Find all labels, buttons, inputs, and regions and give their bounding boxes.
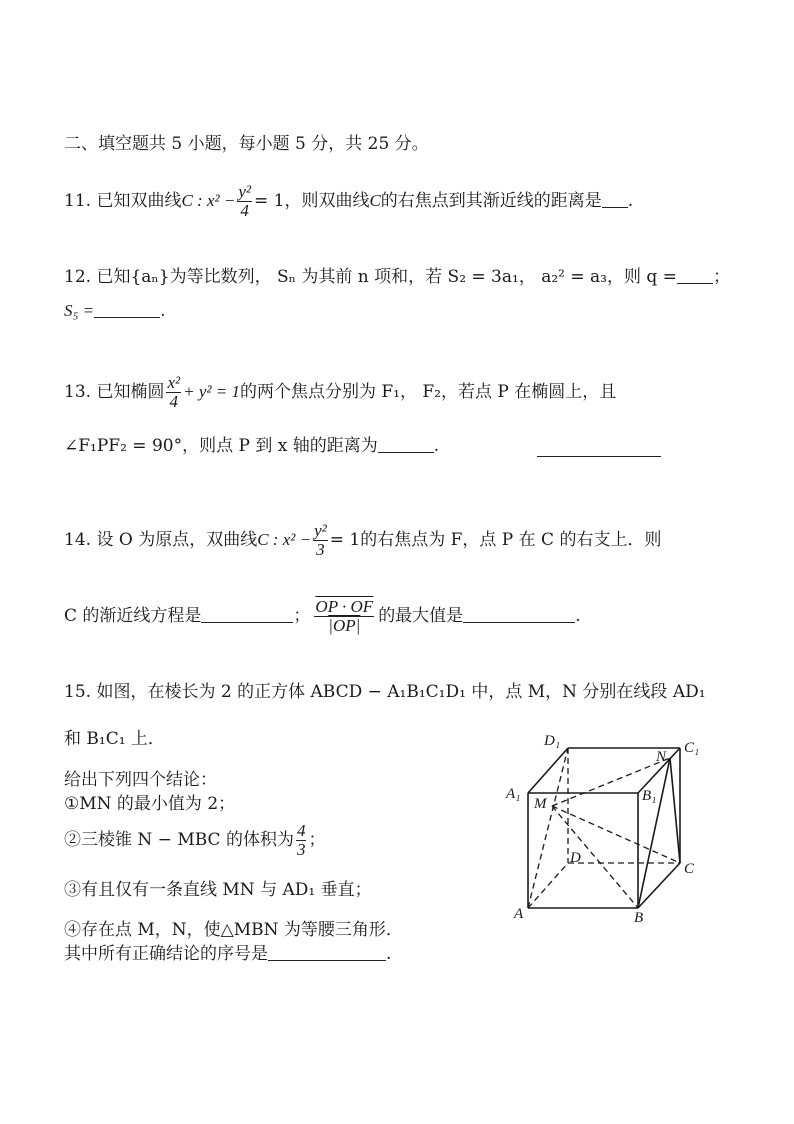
stray-underline — [537, 456, 661, 457]
q15-c2-num: 4 — [296, 821, 306, 840]
segment-n-b — [638, 758, 670, 908]
question-12-line2 — [64, 302, 166, 320]
segment-a-d1 — [528, 748, 568, 908]
q15-conclusion-1: ①MN 的最小值为 2； — [64, 794, 236, 814]
q11-post2: 的右焦点到其渐近线的距离是 — [380, 190, 602, 211]
q15-c2-den: 3 — [296, 839, 306, 859]
q13-end2: . — [433, 436, 440, 456]
question-13 — [64, 374, 616, 411]
q13-eq: + y² = 1 — [183, 381, 240, 401]
label-a: A — [514, 906, 524, 922]
q14-line2-pre: C 的渐近线方程是 — [64, 605, 202, 626]
label-b: B — [634, 910, 644, 923]
q15-conclusion-3: ③有且仅有一条直线 MN 与 AD₁ 垂直； — [64, 880, 372, 900]
q12-number: 12. — [64, 267, 92, 287]
q14-eq: = 1 — [329, 529, 361, 550]
q12-s5-answer-blank[interactable] — [94, 316, 160, 318]
q15-final-text: 其中所有正确结论的序号是 — [64, 944, 268, 964]
q14-semi: ； — [293, 605, 311, 626]
q11-eq: = 1 — [253, 190, 285, 211]
q15-final — [64, 946, 391, 963]
q13-line2: ∠F₁PF₂ = 90°，则点 P 到 x 轴的距离为 — [64, 436, 378, 456]
q14-asymptote-answer-blank[interactable] — [201, 621, 293, 623]
q11-c: C — [369, 190, 381, 210]
q11-end: . — [627, 190, 634, 211]
cube-figure — [500, 728, 710, 923]
q15-c2-end: ； — [308, 829, 326, 850]
q12-s5: S₅ = — [64, 301, 95, 320]
q15-line3: 给出下列四个结论： — [64, 770, 217, 790]
label-n: N — [656, 749, 667, 765]
q12-line1: 已知{aₙ}为等比数列， Sₙ 为其前 n 项和，若 S₂ = 3a₁， a₂² = a₃，则 q = — [96, 267, 677, 287]
q12-q-answer-blank[interactable] — [677, 282, 713, 284]
q15-number: 15. — [64, 682, 92, 702]
q13-pre: 已知椭圆 — [96, 381, 165, 402]
label-c: C — [684, 861, 695, 877]
segment-n-c — [670, 758, 680, 863]
q14-vec-den: |OP| — [328, 615, 361, 635]
q11-fraction — [237, 183, 252, 220]
question-12 — [64, 269, 730, 286]
q14-post: 的右焦点为 F，点 P 在 C 的右支上．则 — [360, 529, 662, 550]
q14-end2: . — [575, 605, 581, 626]
label-a1: A₁ — [506, 786, 521, 802]
question-15 — [64, 684, 706, 701]
question-14 — [64, 522, 661, 559]
q15-c2-fraction — [296, 822, 307, 859]
q11-post: ，则双曲线 — [284, 190, 370, 211]
q15-final-end: . — [386, 944, 392, 964]
q13-post: 的两个焦点分别为 F₁， F₂，若点 P 在椭圆上，且 — [239, 381, 617, 402]
question-11 — [64, 183, 633, 220]
label-d: D — [570, 850, 581, 866]
q13-fraction — [166, 374, 181, 411]
q14-frac-num: y² — [314, 521, 327, 540]
q13-frac-num: x² — [167, 373, 181, 392]
section-header: 二、填空题共 5 小题，每小题 5 分，共 25 分。 — [64, 134, 429, 154]
q15-conclusion-2 — [64, 822, 325, 859]
q13-frac-den: 4 — [169, 391, 179, 411]
q14-fraction — [313, 522, 328, 559]
q14-vector-fraction — [314, 598, 374, 635]
q14-frac-den: 3 — [316, 539, 325, 559]
q14-pre: 设 O 为原点，双曲线 — [96, 529, 258, 550]
q15-line2: 和 B₁C₁ 上． — [64, 729, 165, 749]
q14-curve: C : x² − — [257, 529, 312, 549]
edge-b-c — [638, 863, 680, 908]
q14-line2-post: 的最大值是 — [378, 605, 464, 626]
label-m: M — [534, 796, 547, 812]
q13-number: 13. — [64, 381, 92, 402]
q11-frac-den: 4 — [240, 200, 249, 220]
question-13-line2 — [64, 438, 439, 455]
q14-number: 14. — [64, 529, 92, 550]
q11-pre: 已知双曲线 — [96, 190, 182, 211]
q11-answer-blank[interactable] — [602, 206, 628, 208]
q15-conclusion-4: ④存在点 M，N，使△MBN 为等腰三角形． — [64, 920, 403, 940]
label-d1: D₁ — [544, 733, 561, 749]
q14-vec-num: OP · OF — [315, 597, 374, 616]
q15-line1: 如图，在棱长为 2 的正方体 ABCD − A₁B₁C₁D₁ 中，点 M，N 分别在线段 AD₁ — [96, 682, 706, 702]
segment-m-b — [552, 806, 638, 908]
q14-max-answer-blank[interactable] — [463, 621, 575, 623]
q12-end2: . — [160, 301, 166, 321]
q11-curve: C : x² − — [181, 190, 236, 210]
label-b1: B₁ — [642, 788, 657, 804]
q15-c2-pre: ②三棱锥 N − MBC 的体积为 — [64, 829, 294, 850]
q13-answer-blank[interactable] — [378, 451, 434, 453]
q15-answer-blank[interactable] — [268, 959, 386, 961]
label-c1: C₁ — [684, 740, 700, 756]
q11-frac-num: y² — [238, 182, 251, 201]
question-14-line2 — [64, 598, 581, 635]
q12-end1: ； — [712, 267, 730, 287]
q11-number: 11. — [64, 190, 92, 211]
